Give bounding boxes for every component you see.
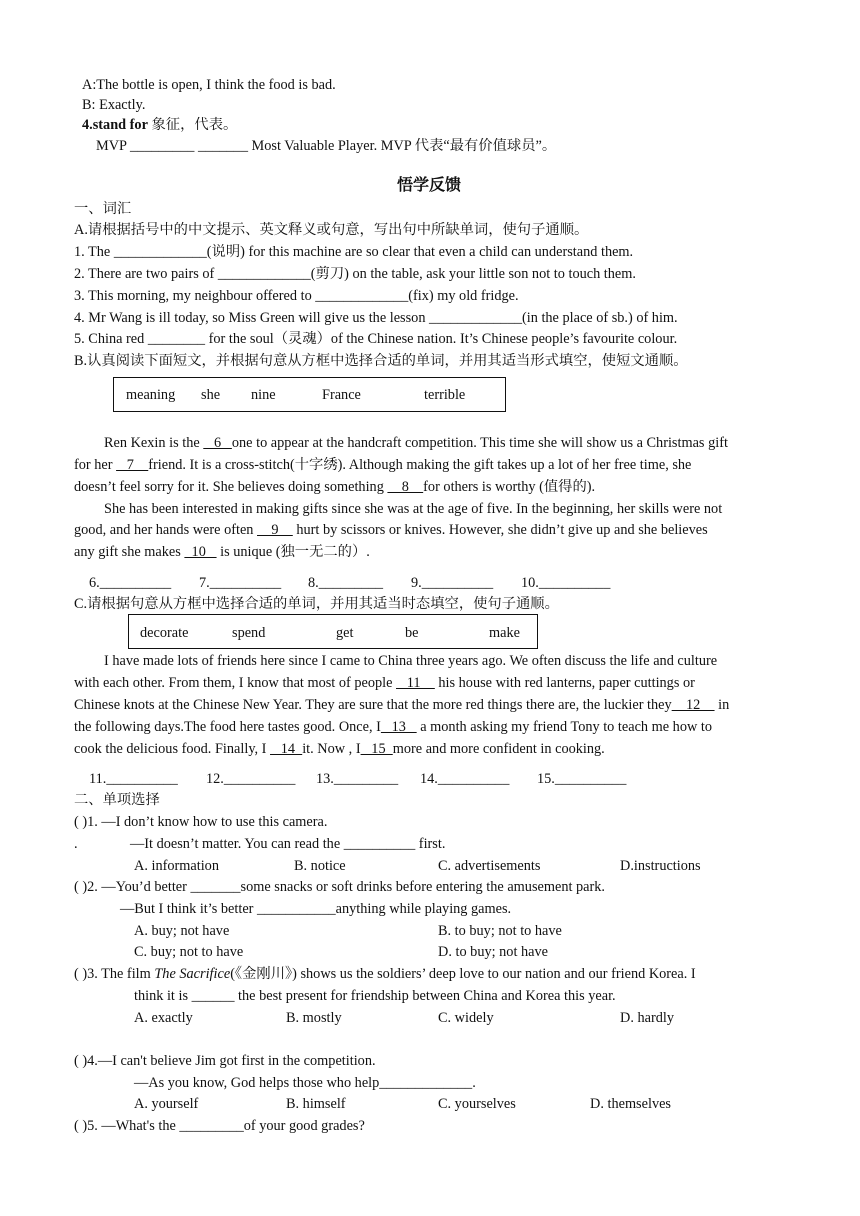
word-box-item: get — [336, 625, 354, 641]
option-a[interactable]: A. yourself — [134, 1096, 199, 1112]
part1-a-instruction: A.请根据括号中的中文提示、英文释义或句意，写出句中所缺单词，使句子通顺。 — [74, 222, 589, 238]
dialogue-line-a: A:The bottle is open, I think the food is bad. — [82, 77, 336, 93]
answer-blank-14[interactable]: 14.__________ — [420, 771, 510, 787]
answer-blank-11[interactable]: 11.__________ — [89, 771, 178, 787]
vocab-item-1: 1. The _____________(说明) for this machine are so clear that even a child can understand them. — [74, 244, 634, 260]
word-box-item: nine — [251, 387, 276, 403]
option-b[interactable]: B. mostly — [286, 1010, 342, 1026]
question-4-reply: —As you know, God helps those who help_____________. — [134, 1075, 476, 1091]
option-d[interactable]: D. hardly — [620, 1010, 674, 1026]
blank-7: 7 — [116, 457, 149, 473]
question-1-dot: . — [74, 836, 78, 852]
blank-9: 9 — [257, 522, 293, 538]
blank-10: 10 — [184, 544, 217, 560]
vocab-item-3: 3. This morning, my neighbour offered to _____________(fix) my old fridge. — [74, 288, 519, 304]
blank-8: 8 — [387, 479, 424, 495]
part2-heading: 二、单项选择 — [74, 792, 160, 808]
word-box-c — [128, 614, 538, 649]
phrase-entry — [82, 116, 237, 134]
question-4-stem: ( )4.—I can't believe Jim got first in the competition. — [74, 1053, 376, 1069]
answer-blank-7[interactable]: 7.__________ — [199, 575, 282, 591]
option-c[interactable]: C. widely — [438, 1010, 494, 1026]
option-b[interactable]: B. himself — [286, 1096, 346, 1112]
question-2-reply: —But I think it’s better ___________anything while playing games. — [120, 901, 512, 917]
option-a[interactable]: A. buy; not have — [134, 923, 230, 939]
option-a[interactable]: A. information — [134, 858, 219, 874]
part1-b-instruction: B.认真阅读下面短文，并根据句意从方框中选择合适的单词，并用其适当形式填空，使短文通顺。 — [74, 353, 688, 369]
option-c[interactable]: C. advertisements — [438, 858, 541, 874]
option-a[interactable]: A. exactly — [134, 1010, 193, 1026]
word-box-item: terrible — [424, 387, 466, 403]
answer-blank-8[interactable]: 8._________ — [308, 575, 384, 591]
mvp-line: MVP _________ _______ Most Valuable Player. MVP 代表“最有价值球员”。 — [96, 138, 557, 154]
vocab-item-4: 4. Mr Wang is ill today, so Miss Green will give us the lesson _____________(in the place of sb.) of him. — [74, 310, 678, 326]
passage-c-line: Chinese knots at the Chinese New Year. They are sure that the more red things there are, the luckier they 12 in — [74, 697, 730, 713]
part1-heading: 一、词汇 — [74, 201, 132, 217]
word-box-item: make — [489, 625, 520, 641]
question-3-line2: think it is ______ the best present for friendship between China and Korea this year. — [134, 988, 616, 1004]
answer-blank-9[interactable]: 9.__________ — [411, 575, 494, 591]
passage-c-line: cook the delicious food. Finally, I 14 it. Now , I 15 more and more confident in cooking. — [74, 741, 605, 757]
word-box-item: decorate — [140, 625, 189, 641]
passage-b-line: good, and her hands were often 9 hurt by scissors or knives. However, she didn’t give up and she believes — [74, 522, 708, 538]
passage-c-line: with each other. From them, I know that most of people 11 his house with red lanterns, paper cuttings or — [74, 675, 695, 691]
question-3-stem: ( )3. The film The Sacrifice(《金刚川》) shows us the soldiers’ deep love to our nation and our friend Korea. I — [74, 966, 696, 982]
word-box-item: spend — [232, 625, 266, 641]
blank-6: 6 — [203, 435, 232, 451]
word-box-item: be — [405, 625, 419, 641]
passage-b-line: She has been interested in making gifts since she was at the age of five. In the beginning, her skills were not — [104, 501, 723, 517]
word-box-b — [113, 377, 506, 412]
vocab-item-5: 5. China red ________ for the soul（灵魂）of the Chinese nation. It’s Chinese people’s favourite colour. — [74, 331, 678, 347]
passage-b-line: any gift she makes 10 is unique (独一无二的）. — [74, 544, 370, 560]
answer-blank-12[interactable]: 12.__________ — [206, 771, 296, 787]
passage-c-line: I have made lots of friends here since I came to China three years ago. We often discuss the life and culture — [104, 653, 718, 669]
answer-blank-10[interactable]: 10.__________ — [521, 575, 611, 591]
question-5-stem: ( )5. —What's the _________of your good grades? — [74, 1118, 365, 1134]
question-1-stem: ( )1. —I don’t know how to use this camera. — [74, 814, 328, 830]
option-c[interactable]: C. yourselves — [438, 1096, 516, 1112]
blank-12: 12 — [671, 697, 715, 713]
option-d[interactable]: D.instructions — [620, 858, 701, 874]
option-c[interactable]: C. buy; not to have — [134, 944, 244, 960]
blank-15: 15 — [360, 741, 393, 757]
option-d[interactable]: D. themselves — [590, 1096, 671, 1112]
blank-13: 13 — [380, 719, 417, 735]
answer-blank-15[interactable]: 15.__________ — [537, 771, 627, 787]
film-title: The Sacrifice — [154, 966, 231, 982]
part1-c-instruction: C.请根据句意从方框中选择合适的单词，并用其适当时态填空，使句子通顺。 — [74, 596, 559, 612]
phrase-head: 4.stand for — [82, 117, 148, 133]
blank-11: 11 — [396, 675, 435, 691]
passage-b-line: doesn’t feel sorry for it. She believes doing something 8 for others is worthy (值得的). — [74, 479, 596, 495]
passage-c-line: the following days.The food here tastes good. Once, I 13 a month asking my friend Tony to teach me how to — [74, 719, 712, 735]
option-b[interactable]: B. notice — [294, 858, 346, 874]
answer-blank-6[interactable]: 6.__________ — [89, 575, 172, 591]
answer-blank-13[interactable]: 13._________ — [316, 771, 399, 787]
word-box-item: France — [322, 387, 361, 403]
vocab-item-2: 2. There are two pairs of _____________(剪刀) on the table, ask your little son not to touch them. — [74, 266, 636, 282]
option-d[interactable]: D. to buy; not have — [438, 944, 548, 960]
passage-b-line: for her 7 friend. It is a cross-stitch(十字绣). Although making the gift takes up a lot of her free time, she — [74, 457, 692, 473]
dialogue-line-b: B: Exactly. — [82, 97, 146, 113]
question-2-stem: ( )2. —You’d better _______some snacks or soft drinks before entering the amusement park. — [74, 879, 605, 895]
section-title: 悟学反馈 — [397, 177, 462, 194]
word-box-item: she — [201, 387, 221, 403]
passage-b-line: Ren Kexin is the 6 one to appear at the handcraft competition. This time she will show us a Christmas gift — [104, 435, 728, 451]
word-box-item: meaning — [126, 387, 176, 403]
option-b[interactable]: B. to buy; not to have — [438, 923, 562, 939]
question-1-reply: —It doesn’t matter. You can read the __________ first. — [130, 836, 446, 852]
phrase-meaning: 象征，代表。 — [151, 117, 238, 133]
blank-14: 14 — [270, 741, 303, 757]
